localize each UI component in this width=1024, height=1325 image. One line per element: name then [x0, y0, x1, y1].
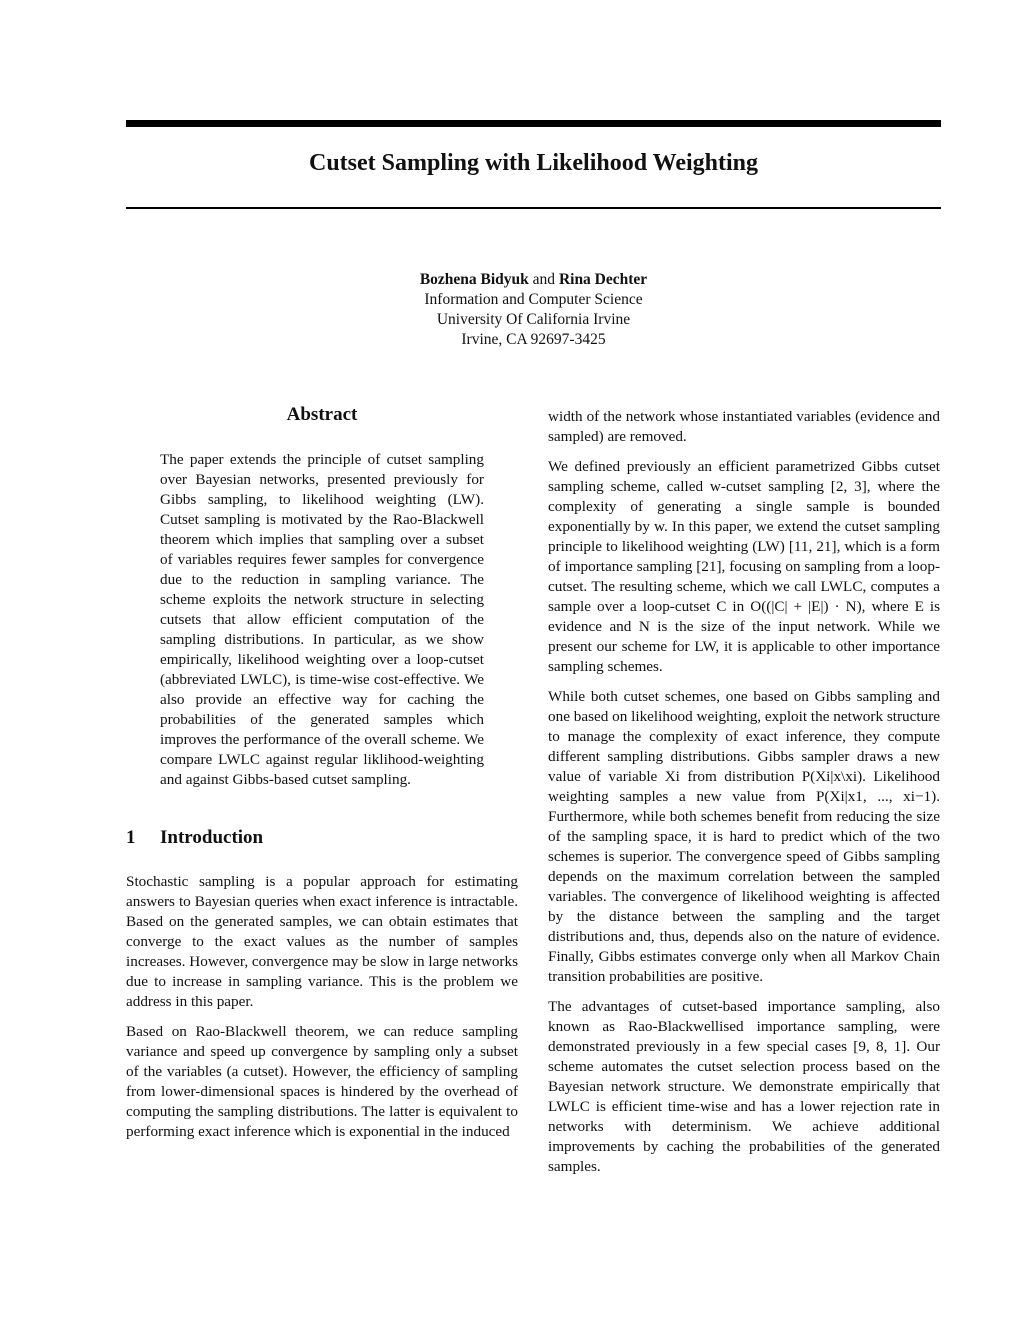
header-rule-bottom [126, 207, 941, 209]
body-paragraph: While both cutset schemes, one based on Gibbs sampling and one based on likelihood weighting, exploit the network structure to manage the complexity of exact inference, they compute different sampling distributions. Gibbs sampler draws a new value of variable Xi from distribution P(Xi|x\xi). Likelihood weighting samples a new value from P(Xi|x1, ..., xi−1). Furthermore, while both schemes benefit from reducing the size of the sampling space, it is hard to predict which of the two schemes is superior. The convergence speed of Gibbs sampling depends on the maximum correlation between the sampled variables. The convergence of likelihood weighting is affected by the distance between the sampling and the target distributions and, thus, depends also on the nature of evidence. Finally, Gibbs estimates converge only when all Markov Chain transition probabilities are positive. [548, 688, 940, 985]
affiliation-department: Information and Computer Science [424, 291, 643, 308]
section-title: Introduction [160, 827, 264, 848]
body-paragraph: Stochastic sampling is a popular approach for estimating answers to Bayesian queries when exact inference is intractable. Based on the generated samples, we can obtain estimates that converge to the exact values as the number of samples increases. However, convergence may be slow in large networks due to increase in sampling variance. This is the problem we address in this paper. [126, 873, 518, 1010]
paper-title: Cutset Sampling with Likelihood Weighting [309, 150, 758, 176]
right-column [548, 407, 940, 1187]
abstract-text: The paper extends the principle of cutset sampling over Bayesian networks, presented previously for Gibbs sampling, to likelihood weighting (LW). Cutset sampling is motivated by the Rao-Blackwell theorem which implies that sampling over a subset of variables requires fewer samples for convergence due to the reduction in sampling variance. The scheme exploits the network structure in selecting cutsets that allow efficient computation of the sampling distributions. In particular, as we show empirically, likelihood weighting over a loop-cutset (abbreviated LWLC), is time-wise cost-effective. We also provide an effective way for caching the probabilities of the generated samples which improves the performance of the overall scheme. We compare LWLC against regular liklihood-weighting and against Gibbs-based cutset sampling. [160, 451, 484, 788]
affiliation-address: Irvine, CA 92697-3425 [461, 331, 606, 348]
abstract-heading: Abstract [286, 404, 358, 425]
body-paragraph: We defined previously an efficient parametrized Gibbs cutset sampling scheme, called w-cutset sampling [2, 3], where the complexity of generating a single sample is bounded exponentially by w. In this paper, we extend the cutset sampling principle to likelihood weighting (LW) [11, 21], which is a form of importance sampling [21], focusing on sampling from a loop-cutset. The resulting scheme, which we call LWLC, computes a sample over a loop-cutset C in O((|C| + |E|) · N), where E is evidence and N is the size of the input network. While we present our scheme for LW, it is applicable to other importance sampling schemes. [548, 458, 940, 675]
section-number: 1 [126, 827, 136, 848]
author-name: Bozhena Bidyuk [419, 271, 529, 288]
author-conjunction: and [532, 271, 556, 288]
author-block [126, 270, 941, 350]
left-column [126, 402, 518, 1152]
body-paragraph: Based on Rao-Blackwell theorem, we can reduce sampling variance and speed up convergence by sampling only a subset of the variables (a cutset). However, the efficiency of sampling from lower-dimensional spaces is hindered by the overhead of computing the sampling distributions. The latter is equivalent to performing exact inference which is exponential in the induced [126, 1023, 518, 1140]
body-paragraph: The advantages of cutset-based importance sampling, also known as Rao-Blackwellised importance sampling, were demonstrated previously in a few special cases [9, 8, 1]. Our scheme automates the cutset selection process based on the Bayesian network structure. We demonstrate empirically that LWLC is efficient time-wise and has a lower rejection rate in networks with determinism. We achieve additional improvements by caching the probabilities of the generated samples. [548, 998, 940, 1175]
author-names [126, 270, 941, 290]
author-name: Rina Dechter [558, 271, 648, 288]
body-paragraph: width of the network whose instantiated variables (evidence and sampled) are removed. [548, 408, 940, 445]
section-heading [126, 826, 518, 850]
header-rule-top [126, 120, 941, 127]
affiliation-university: University Of California Irvine [436, 311, 631, 328]
